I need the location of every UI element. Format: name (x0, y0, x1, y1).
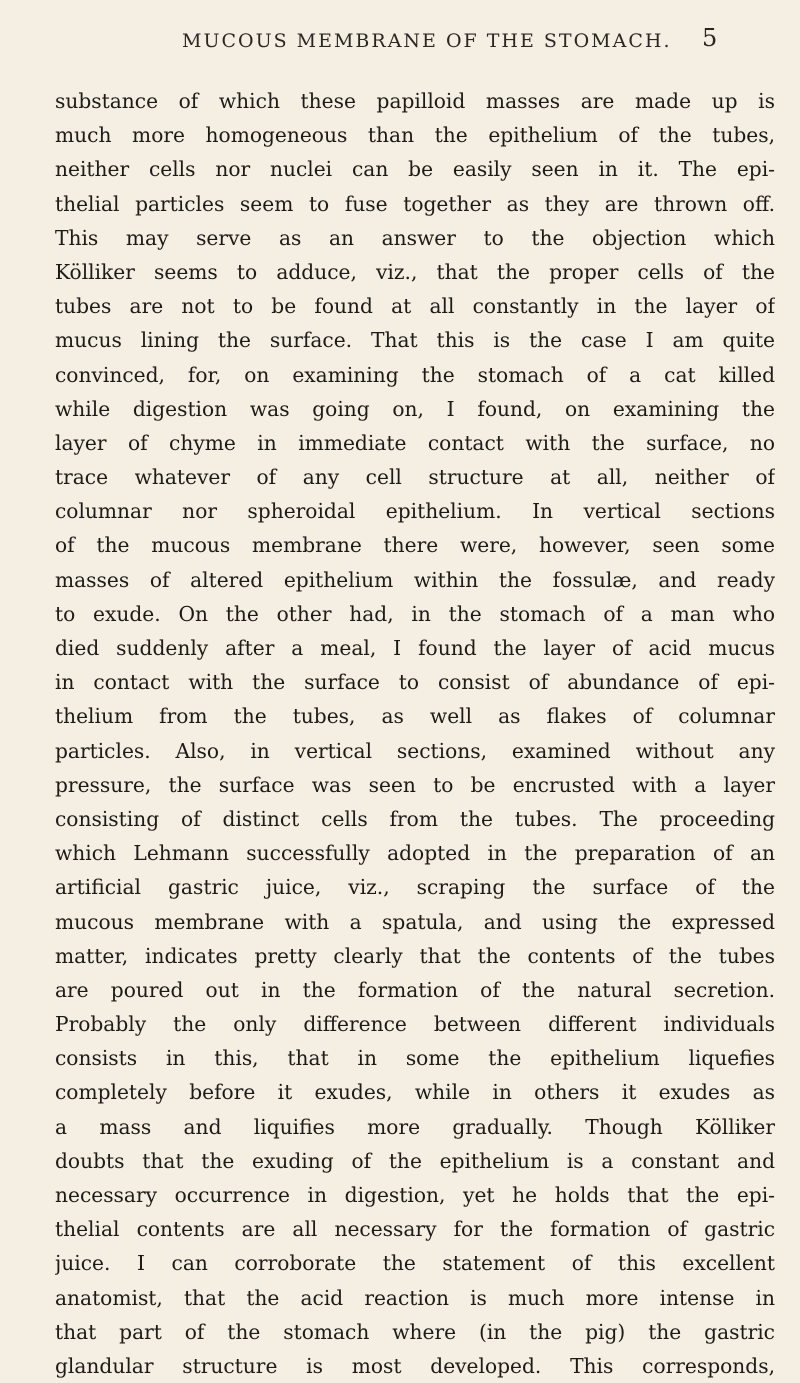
text-line: mucus lining the surface. That this is the case I am quite (55, 328, 775, 353)
text-line: layer of chyme in immediate contact with the surface, no (55, 430, 775, 455)
body-text (55, 84, 775, 1383)
text-line: doubts that the exuding of the epithelium is a constant and (55, 1148, 775, 1173)
text-line: tubes are not to be found at all constantly in the layer of (55, 294, 775, 319)
running-title: MUCOUS MEMBRANE OF THE STOMACH. (182, 30, 672, 52)
text-line: which Lehmann successfully adopted in the preparation of an (55, 841, 775, 866)
text-line: completely before it exudes, while in others it exudes as (55, 1080, 775, 1105)
text-line: thelial particles seem to fuse together as they are thrown off. (55, 191, 775, 216)
text-line: thelial contents are all necessary for the formation of gastric (55, 1217, 775, 1242)
text-line: This may serve as an answer to the objection which (55, 225, 775, 250)
text-line: in contact with the surface to consist of abundance of epi- (55, 670, 775, 695)
text-line: thelium from the tubes, as well as flakes of columnar (55, 704, 775, 729)
text-line: matter, indicates pretty clearly that the contents of the tubes (55, 943, 775, 968)
text-line: masses of altered epithelium within the fossulæ, and ready (55, 567, 775, 592)
text-line: pressure, the surface was seen to be encrusted with a layer (55, 772, 775, 797)
text-line: a mass and liquifies more gradually. Though Kölliker (55, 1114, 775, 1139)
text-line: died suddenly after a meal, I found the layer of acid mucus (55, 636, 775, 660)
text-line: glandular structure is most developed. This corresponds, (55, 1353, 775, 1378)
text-line: to exude. On the other had, in the stomach of a man who (55, 601, 775, 626)
text-line: that part of the stomach where (in the pig) the gastric (55, 1319, 775, 1344)
text-line: trace whatever of any cell structure at all, neither of (55, 465, 775, 490)
text-line: anatomist, that the acid reaction is much more intense in (55, 1285, 775, 1310)
text-line: consists in this, that in some the epithelium liquefies (55, 1046, 775, 1071)
text-line: much more homogeneous than the epithelium of the tubes, (55, 123, 775, 148)
text-line: artificial gastric juice, viz., scraping the surface of the (55, 875, 775, 900)
page-number: 5 (702, 24, 718, 52)
text-line: Probably the only difference between different individuals (55, 1012, 775, 1037)
text-line: substance of which these papilloid masses are made up is (55, 89, 775, 113)
text-line: are poured out in the formation of the natural secretion. (55, 977, 775, 1002)
text-line: necessary occurrence in digestion, yet he holds that the epi- (55, 1183, 775, 1207)
text-line: Kölliker seems to adduce, viz., that the proper cells of the (55, 259, 775, 284)
text-line: columnar nor spheroidal epithelium. In vertical sections (55, 499, 775, 524)
text-line: consisting of distinct cells from the tubes. The proceeding (55, 806, 775, 831)
text-line: mucous membrane with a spatula, and using the expressed (55, 909, 775, 934)
text-line: neither cells nor nuclei can be easily seen in it. The epi- (55, 157, 775, 182)
text-line: of the mucous membrane there were, however, seen some (55, 533, 775, 558)
text-line: while digestion was going on, I found, on examining the (55, 396, 775, 421)
text-line: particles. Also, in vertical sections, examined without any (55, 738, 775, 763)
text-line: convinced, for, on examining the stomach of a cat killed (55, 362, 775, 387)
text-line: juice. I can corroborate the statement of this excellent (55, 1251, 775, 1276)
